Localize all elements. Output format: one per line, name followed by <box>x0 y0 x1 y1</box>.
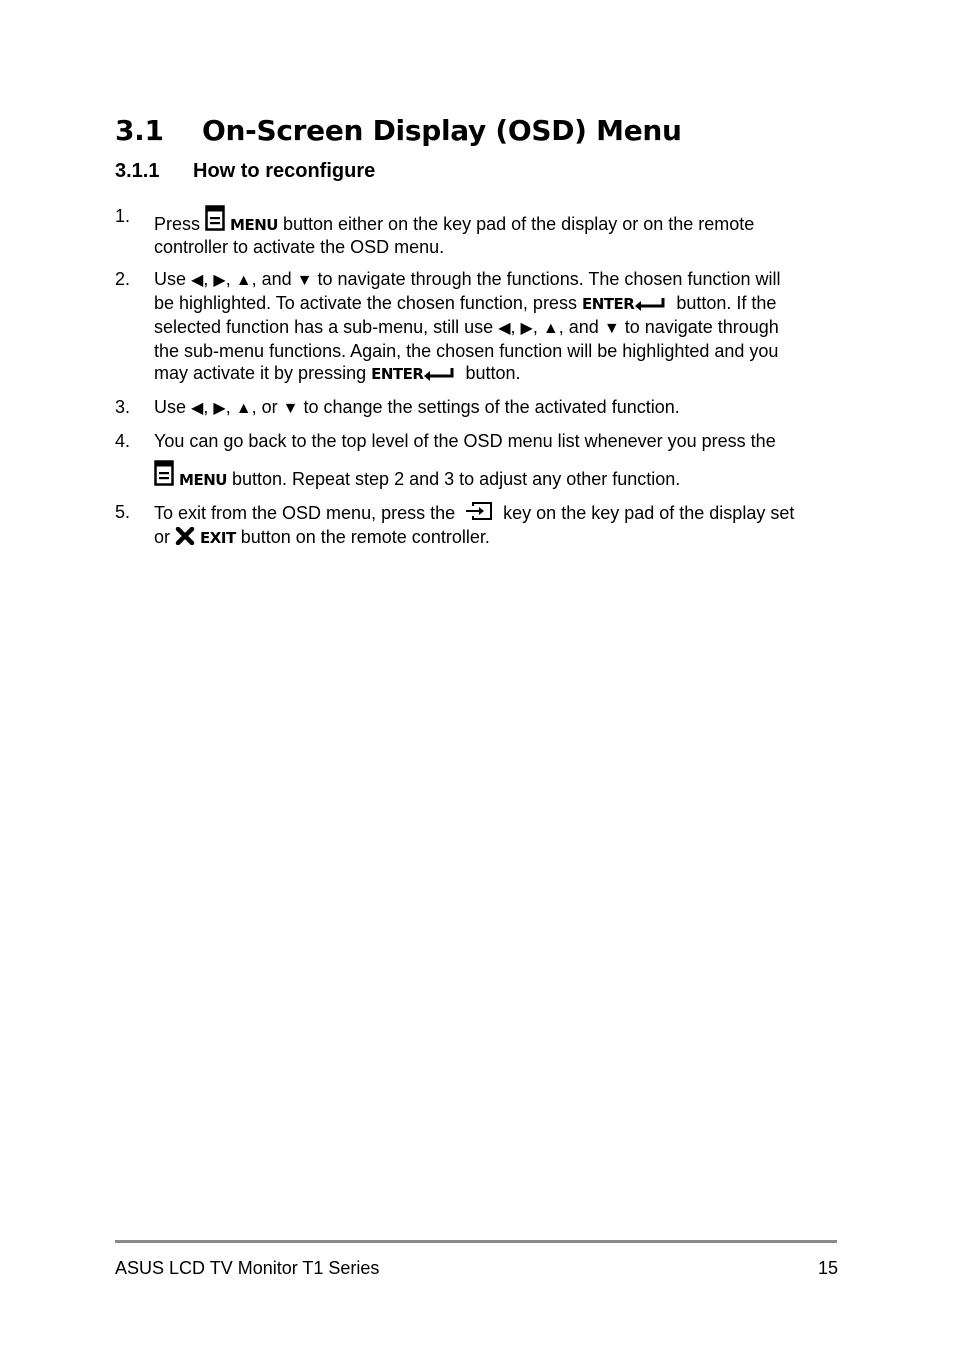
step-number: 4. <box>115 431 131 451</box>
left-arrow-icon: ◀ <box>498 320 511 337</box>
step-line: Use ◀, ▶, ▲, or ▼ to change the settings of the activated function. <box>154 397 680 417</box>
step-line: the sub-menu functions. Again, the chosen function will be highlighted and you <box>154 341 779 361</box>
down-arrow-icon: ▼ <box>603 320 620 337</box>
menu-key-label: MENU <box>230 216 278 234</box>
subsection-title: How to reconfigure <box>193 160 376 182</box>
step-4 <box>115 430 840 491</box>
footer-title: ASUS LCD TV Monitor T1 Series <box>115 1258 380 1278</box>
subsection-heading <box>115 160 375 183</box>
section-heading <box>115 114 682 147</box>
menu-icon <box>205 205 225 236</box>
steps-list <box>115 205 840 560</box>
step-number: 2. <box>115 269 131 289</box>
step-number: 5. <box>115 502 131 522</box>
footer-divider <box>115 1240 837 1243</box>
step-line: or EXIT button on the remote controller. <box>154 526 840 550</box>
right-arrow-icon: ▶ <box>520 320 533 337</box>
section-title: On-Screen Display (OSD) Menu <box>202 114 682 147</box>
step-line: To exit from the OSD menu, press the key on the key pad of the display set <box>154 501 840 526</box>
right-arrow-icon: ▶ <box>213 272 226 289</box>
step-line: may activate it by pressing ENTER button. <box>154 362 840 386</box>
input-source-icon <box>465 501 493 526</box>
right-arrow-icon: ▶ <box>213 400 226 417</box>
step-line: MENU button. Repeat step 2 and 3 to adjust any other function. <box>154 460 840 491</box>
step-line: selected function has a sub-menu, still use ◀, ▶, ▲, and ▼ to navigate through <box>154 317 779 337</box>
subsection-number: 3.1.1 <box>115 160 160 182</box>
down-arrow-icon: ▼ <box>296 272 313 289</box>
step-5 <box>115 501 840 550</box>
left-arrow-icon: ◀ <box>191 272 204 289</box>
enter-key-label: ENTER <box>371 365 424 383</box>
step-line: Press MENU button either on the key pad of the display or on the remote <box>154 205 840 236</box>
exit-key-label: EXIT <box>200 529 236 547</box>
down-arrow-icon: ▼ <box>282 400 299 417</box>
close-x-icon <box>175 527 195 550</box>
step-line: You can go back to the top level of the OSD menu list whenever you press the <box>154 431 776 451</box>
up-arrow-icon: ▲ <box>235 272 252 289</box>
step-number: 3. <box>115 397 131 417</box>
enter-return-icon <box>634 294 666 316</box>
enter-return-icon <box>423 364 455 386</box>
step-3 <box>115 396 840 420</box>
up-arrow-icon: ▲ <box>542 320 559 337</box>
step-line: be highlighted. To activate the chosen function, press ENTER button. If the <box>154 292 840 316</box>
page-number: 15 <box>817 1258 838 1278</box>
step-1 <box>115 205 840 258</box>
step-number: 1. <box>115 206 131 226</box>
enter-key-label: ENTER <box>581 295 635 313</box>
step-line: controller to activate the OSD menu. <box>154 237 445 257</box>
step-line: Use ◀, ▶, ▲, and ▼ to navigate through the functions. The chosen function will <box>154 269 781 289</box>
up-arrow-icon: ▲ <box>235 400 252 417</box>
menu-icon <box>154 460 174 491</box>
step-2 <box>115 268 840 386</box>
section-number: 3.1 <box>115 114 164 147</box>
left-arrow-icon: ◀ <box>191 400 204 417</box>
menu-key-label: MENU <box>179 471 227 489</box>
